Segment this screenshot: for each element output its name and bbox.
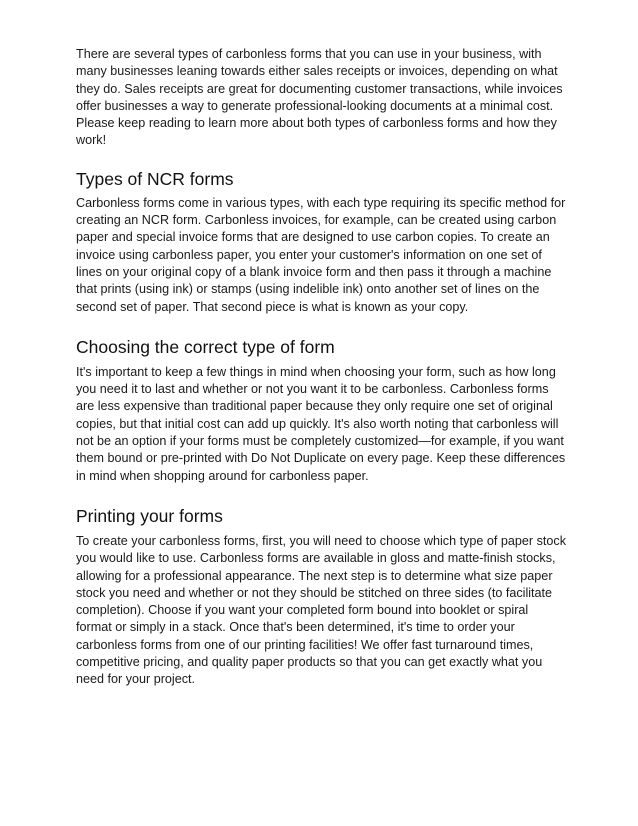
section-body-printing: To create your carbonless forms, first, you will need to choose which type of paper stock you would like to use. Carbonless forms are available in gloss and matte-finish stocks, allowing for a professional appearance. The next step is to determine what size paper stock you need and whether or not they should be stitched on three sides (to facilitate completion). Choose if you want your completed form bound into booklet or spiral format or simply in a stack. Once that's been determined, it's time to order your carbonless forms from one of our printing facilities! We offer fast turnaround times, competitive pricing, and quality paper products so that you can get exactly what you need for your project. xyxy=(76,533,566,687)
section-heading-printing: Printing your forms xyxy=(76,505,223,526)
intro-paragraph: There are several types of carbonless forms that you can use in your business, with many businesses leaning towards either sales receipts or invoices, depending on what they do. Sales receipts are great for documenting customer transactions, while invoices offer businesses a way to generate professional-looking documents at a minimal cost. Please keep reading to learn more about both types of carbonless forms and how they work! xyxy=(76,47,563,148)
section-heading-choosing: Choosing the correct type of form xyxy=(76,336,335,357)
section-heading-types: Types of NCR forms xyxy=(76,168,234,189)
document-page xyxy=(76,46,566,689)
section-body-choosing: It's important to keep a few things in mind when choosing your form, such as how long you need it to last and whether or not you want it to be carbonless. Carbonless forms are less expensive than traditional paper because they only require one set of original copies, but that initial cost can add up quickly. It's also worth noting that carbonless will not be an option if your forms must be completely customized—for example, if you want them bound or pre-printed with Do Not Duplicate on every page. Keep these differences in mind when shopping around for carbonless paper. xyxy=(76,364,566,483)
section-body-types: Carbonless forms come in various types, with each type requiring its specific method for creating an NCR form. Carbonless invoices, for example, can be created using carbon paper and special invoice forms that are designed to use carbon copies. To create an invoice using carbonless paper, you enter your customer's information on one set of lines on your original copy of a blank invoice form and then pass it through a machine that prints (using ink) or stamps (using indelible ink) onto another set of lines on the second set of paper. That second piece is what is known as your copy. xyxy=(76,195,566,314)
